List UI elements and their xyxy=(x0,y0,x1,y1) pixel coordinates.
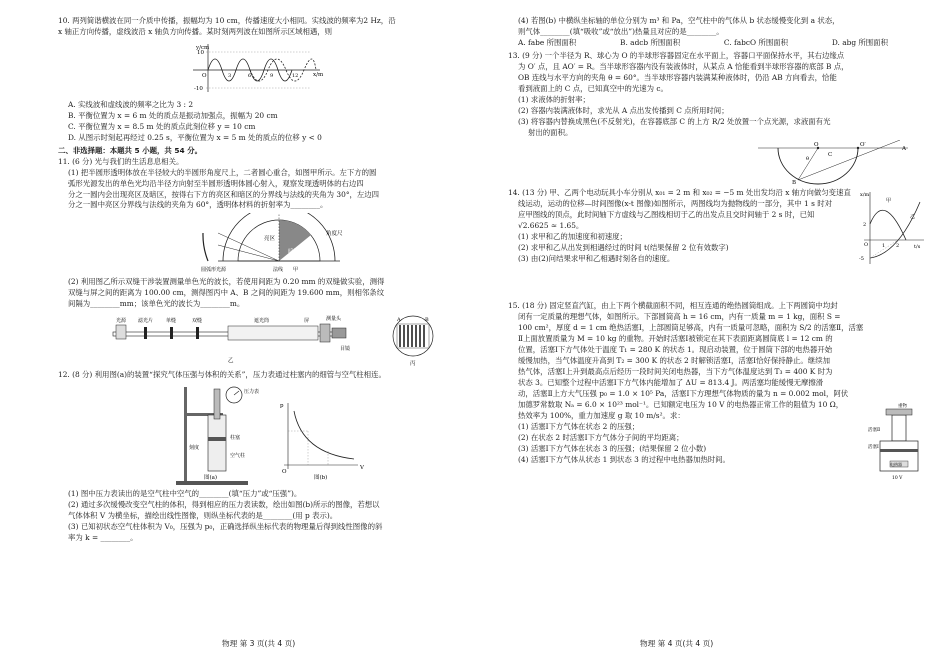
q11-p2-line: 间隔为________mm；该单色光的波长为________m。 xyxy=(68,299,245,309)
q15-line: 位置，活塞Ⅰ下方气体处于温度 T₁ = 280 K 的状态 1。现启动装置，位于圆筒下部的电热器开始 xyxy=(518,344,833,354)
q12-item: (3) 已知初状态空气柱体积为 V₀，压强为 p₀，正确选择纵坐标代表的物理量后得到线性图像的斜 xyxy=(68,522,383,532)
q14-line: 线运动，运动的位移—时间图像(x-t 图像)如图所示，两图线均为抛物线的一部分，其中 1 s 时对 xyxy=(518,199,833,209)
wave-y-label: y/cm xyxy=(196,44,210,51)
point-o-label: O xyxy=(814,142,819,149)
q15-line: 闭有一定质量的理想气体，如图所示。下部圆筒高 h = 16 cm，内有一质量 m = 1 kg，面积 S = xyxy=(518,312,841,322)
point-o2-label: O′ xyxy=(860,142,866,149)
protractor-label: 角度尺 xyxy=(326,231,343,238)
x02-label: -5 xyxy=(859,256,864,263)
q13-line: OB 连线与水平方向的夹角 θ = 60°。当半球形容器内装满某种液体时，仍沿 AB 方向看去，恰能 xyxy=(518,72,837,82)
q12-stem: 12. (8 分) 利用图(a)的装置“探究气体压强与体积的关系”，压力表通过柱塞内的细管与空气柱相连。 xyxy=(58,370,386,380)
q15-line: (2) 在状态 2 时活塞Ⅰ下方气体分子间的平均距离； xyxy=(518,432,684,442)
x-axis-label: x/m xyxy=(860,192,870,199)
t2-label: 2 xyxy=(896,243,900,250)
q13-line: 13. (9 分) 一个半径为 R、球心为 O 的半球形容器固定在水平面上，容器口平面保持水平，其右边缘点 xyxy=(508,50,845,60)
point-c-label: C xyxy=(828,152,833,159)
q12-item: 率为 k = ________。 xyxy=(68,533,138,543)
right-page xyxy=(508,16,928,635)
q13-line: (1) 求液体的折射率； xyxy=(518,94,590,104)
section-2-heading: 二、非选择题：本题共 5 小题，共 54 分。 xyxy=(58,145,202,155)
apparatus-label: 遮光筒 xyxy=(254,318,270,325)
q12-item: (1) 图中压力表读出的是空气柱中空气的________(填“压力”或“压强”)。 xyxy=(68,489,302,499)
q10-option-a: A. 实线波和虚线波的频率之比为 3 : 2 xyxy=(68,99,194,109)
page-footer-left: 物理 第 3 页(共 4 页) xyxy=(222,638,296,648)
q11-p2-line: 双缝与屏之间的距离为 100.00 cm，测得图丙中 A、B 之间的间距为 19.600 mm，则相邻条纹 xyxy=(68,288,385,298)
wave-tick: 6 xyxy=(248,72,252,79)
wave-neg-ten: -10 xyxy=(194,85,203,92)
gauge-label: 压力表 xyxy=(244,389,260,396)
q10-option-b: B. 平衡位置为 x = 6 m 处的质点是振动加强点，振幅为 20 cm xyxy=(68,110,278,120)
fringe-b-label: B xyxy=(425,317,429,324)
q11-p1-line: 弧形光源发出的单色光均沿半径方向射至半圆形透明体圆心射入，观察发现透明体的右边四 xyxy=(68,178,364,188)
wave-graph xyxy=(58,40,468,98)
q11-p1-line: 分之一圆内会出现亮区及暗区，按得右下方的亮区和暗区的分界线与法线的夹角为 30°，左边四 xyxy=(68,189,380,199)
piston1-label: 活塞Ⅰ xyxy=(868,445,879,451)
q15-line: (4) 活塞Ⅰ下方气体从状态 1 到状态 3 的过程中电热器加热时间。 xyxy=(518,454,730,464)
dark-zone-label: 暗区 xyxy=(288,249,300,256)
apparatus-label: 目镜 xyxy=(340,346,351,353)
q11-p1-line: (1) 把半圆形透明体放在半径较大的半圆形角度尺上，二者圆心重合，如图甲所示。左下方的圆 xyxy=(68,167,377,177)
question-12 xyxy=(58,370,468,544)
apparatus-label: 屏 xyxy=(304,318,310,325)
q12-item: 气体体积 V 为横坐标，描绘出线性图像，则纵坐标代表的是________(用 p 表示)。 xyxy=(68,511,338,521)
q15-line: 100 cm²，厚度 d = 1 cm 绝热活塞Ⅰ，上部圆筒足够高，内有一质量可忽略，面积为 S/2 的活塞Ⅱ，活塞 xyxy=(518,323,864,333)
q15-line: (1) 活塞Ⅰ下方气体在状态 2 的压强； xyxy=(518,421,640,431)
yi-curve-label: 乙 xyxy=(910,214,916,221)
piston2-label: 活塞Ⅱ xyxy=(868,428,881,434)
double-slit-apparatus xyxy=(58,312,468,368)
q10-wave-figure xyxy=(58,40,468,98)
page-footer-right: 物理 第 4 页(共 4 页) xyxy=(640,638,714,648)
q11-p1-line: 分之一圆中亮区分界线与法线的夹角为 60°，透明体材料的折射率为________。 xyxy=(68,200,328,210)
t-axis-label: t/s xyxy=(914,244,921,251)
left-page xyxy=(58,16,468,635)
q15-line: 动，活塞Ⅱ上方大气压强 p₀ = 1.0 × 10⁵ Pa，活塞Ⅰ下方理想气体物质的量为 n = 0.002 mol，阿伏 xyxy=(518,388,849,398)
q10-option-c: C. 平衡位置为 x = 8.5 m 处的质点此刻位移 y = 10 cm xyxy=(68,121,256,131)
pv-origin: O xyxy=(282,469,287,476)
air-column-label: 空气柱 xyxy=(230,453,246,460)
p-axis-label: p xyxy=(280,403,284,410)
q13-line: 看到液面上的 C 点，已知真空中的光速为 c。 xyxy=(518,83,668,93)
q15-line: 缓慢加热，当气体温度升高到 T₂ = 300 K 的状态 2 时解锁活塞Ⅰ，活塞Ⅰ恰好保持静止。继续加 xyxy=(518,355,830,365)
fig-yi-caption: 乙 xyxy=(228,358,234,365)
q15-line: 热气体，活塞Ⅰ上升到最高点后经历一段时间关闭电热器，当下方气体温度达到 T₃ = 400 K 时为 xyxy=(518,366,833,376)
fig-a-caption: 图(a) xyxy=(204,475,218,482)
question-15 xyxy=(508,301,928,482)
cylinder-diagram xyxy=(868,401,928,481)
q13-line: (2) 容器内装满液体时，求光从 A 点出发传播到 C 点所用时间； xyxy=(518,105,729,115)
q10-option-d: D. 从图示时刻起再经过 0.25 s，平衡位置为 x = 5 m 处的质点的位移 y < 0 xyxy=(68,132,322,142)
weight-label: 重物 xyxy=(898,404,907,410)
hemisphere-diagram xyxy=(508,140,928,186)
q14-line: 应甲图线的顶点，此时间轴下方虚线与乙图线相切于乙的出发点且交时间轴于 2 s 时，已知 xyxy=(518,210,815,220)
q11-p2-line: (2) 利用图乙所示双缝干涉装置测量单色光的波长，若使用间距为 0.20 mm 的双缝做实验，测得 xyxy=(68,277,385,287)
x01-label: 2 xyxy=(863,222,867,229)
apparatus-label: 光源 xyxy=(116,318,127,325)
fig-bing-caption: 丙 xyxy=(410,361,416,368)
wave-x-label: x/m xyxy=(313,71,324,78)
theta-label: θ xyxy=(806,156,810,163)
point-b-label: B xyxy=(792,180,797,187)
question-10 xyxy=(58,16,468,144)
q14-line: (1) 求甲和乙的加速度和初速度； xyxy=(518,232,627,242)
heater-label: 电热器 xyxy=(890,462,902,468)
gas-pressure-apparatus xyxy=(58,383,468,487)
scale-label: 刻度 xyxy=(189,445,200,452)
q15-line: Ⅱ上面放置质量为 M = 10 kg 的重物。开始时活塞Ⅰ被锁定在其下表面距离圆筒底 l = 12 cm 的 xyxy=(518,334,833,344)
fringe-a-label: A xyxy=(397,317,401,324)
jia-curve-label: 甲 xyxy=(886,198,892,205)
xt-graph xyxy=(858,188,928,268)
q11-protractor-figure xyxy=(58,213,468,275)
q12-figure xyxy=(58,383,468,487)
question-11 xyxy=(58,157,468,369)
q12-4-option-c: C. fabcO 所围面积 xyxy=(723,37,788,47)
bright-zone-label: 亮区 xyxy=(264,236,276,243)
q14-line: 14. (13 分) 甲、乙两个电动玩具小车分别从 x₀₁ = 2 m 和 x₀₂ = −5 m 处出发均沿 x 轴方向做匀变速直 xyxy=(508,188,851,198)
q12-4-options xyxy=(508,38,928,49)
q12-4-option-d: D. abg 所围面积 xyxy=(831,37,888,47)
q12-4-line1: (4) 若图(b) 中横纵坐标轴的单位分别为 m³ 和 Pa，空气柱中的气体从 b 状态缓慢变化到 a 状态， xyxy=(518,16,840,25)
q11-interference-figure xyxy=(58,312,468,368)
xt-origin: O xyxy=(864,242,869,249)
q15-line: 15. (18 分) 固定竖直汽缸，由上下两个横截面积不同，相互连通的绝热圆筒组成。上下两圆筒中均封 xyxy=(508,301,838,311)
light-source-label: 圆弧形光源 xyxy=(201,267,227,274)
wave-tick: 12 xyxy=(292,72,299,79)
wave-origin: O xyxy=(202,72,207,79)
q12-4-option-a: A. fabe 所围面积 xyxy=(518,37,577,47)
t1-label: 1 xyxy=(882,243,886,250)
voltage-label: 10 V xyxy=(892,476,903,482)
wave-tick: 9 xyxy=(270,72,274,79)
q14-line: (3) 由(2)问结果求甲和乙相遇时刻各自的速度。 xyxy=(518,254,675,264)
question-12-part4 xyxy=(508,16,928,49)
q15-line: 热效率为 100%，重力加速度 g 取 10 m/s²。求： xyxy=(518,410,685,420)
normal-line-label: 法线 xyxy=(273,267,284,274)
v-axis-label: V xyxy=(360,465,364,472)
apparatus-label: 测量头 xyxy=(326,316,342,323)
question-13 xyxy=(508,51,928,187)
q15-line: 状态 3。已知整个过程中活塞Ⅰ下方气体内能增加了 ΔU = 813.4 J。两活塞均能缓慢无摩擦滑 xyxy=(518,377,824,387)
wave-tick: 3 xyxy=(228,72,232,79)
q14-line: √2.6625 ≈ 1.65。 xyxy=(518,221,584,231)
q10-stem: 10. 两列简谐横波在同一介质中传播，振幅均为 10 cm，传播速度大小相同。实线波的频率为2 Hz，沿 xyxy=(58,16,396,25)
q12-4-line2: 则气体________(填“吸收”或“放出”)热量且对应的是________。 xyxy=(518,26,724,36)
apparatus-label: 双缝 xyxy=(192,318,203,325)
q13-line: 为 O′ 点，且 AO′ = R。当半球形容器内没有装液体时，从某点 A 恰能看到半球形容器的底部 B 点， xyxy=(518,61,849,71)
protractor-diagram xyxy=(58,213,468,275)
q12-item: (2) 通过多次缓慢改变空气柱的体积，得到相应的压力表读数，绘出如图(b)所示的图像，若想以 xyxy=(68,500,380,510)
apparatus-label: 滤光片 xyxy=(138,318,154,325)
plunger-label: 柱塞 xyxy=(230,435,241,442)
q13-hemisphere-figure xyxy=(508,140,928,186)
question-14 xyxy=(508,188,928,265)
q10-stem-2: x 轴正方向传播，虚线波沿 x 轴负方向传播。某时刻两列波在如图所示区域相遇，则 xyxy=(58,26,333,36)
point-a-label: A xyxy=(902,146,906,153)
q15-line: 加德罗常数取 Nₐ = 6.0 × 10²³ mol⁻¹。已知额定电压为 10 V 的电热器正常工作的阻值为 10 Ω， xyxy=(518,399,844,409)
q13-line: (3) 将容器内替换成黑色(不反射光)，在容器底部 C 的上方 R/2 处放置一个点光源，求液面有光 xyxy=(518,116,831,126)
q15-line: (3) 活塞Ⅰ下方气体在状态 3 的压强；(结果保留 2 位小数) xyxy=(518,443,707,453)
q12-4-option-b: B. adcb 所围面积 xyxy=(620,37,681,47)
q13-line: 射出的面积。 xyxy=(528,127,573,137)
wave-ten: 10 xyxy=(197,49,204,56)
apparatus-label: 单缝 xyxy=(166,318,177,325)
q11-stem: 11. (6 分) 光与我们的生活息息相关。 xyxy=(58,156,184,166)
q14-line: (2) 求甲和乙从出发到相遇经过的时间 t(结果保留 2 位有效数字) xyxy=(518,243,729,253)
fig-b-caption: 图(b) xyxy=(314,475,328,482)
fig-jia-caption: 甲 xyxy=(293,267,299,274)
